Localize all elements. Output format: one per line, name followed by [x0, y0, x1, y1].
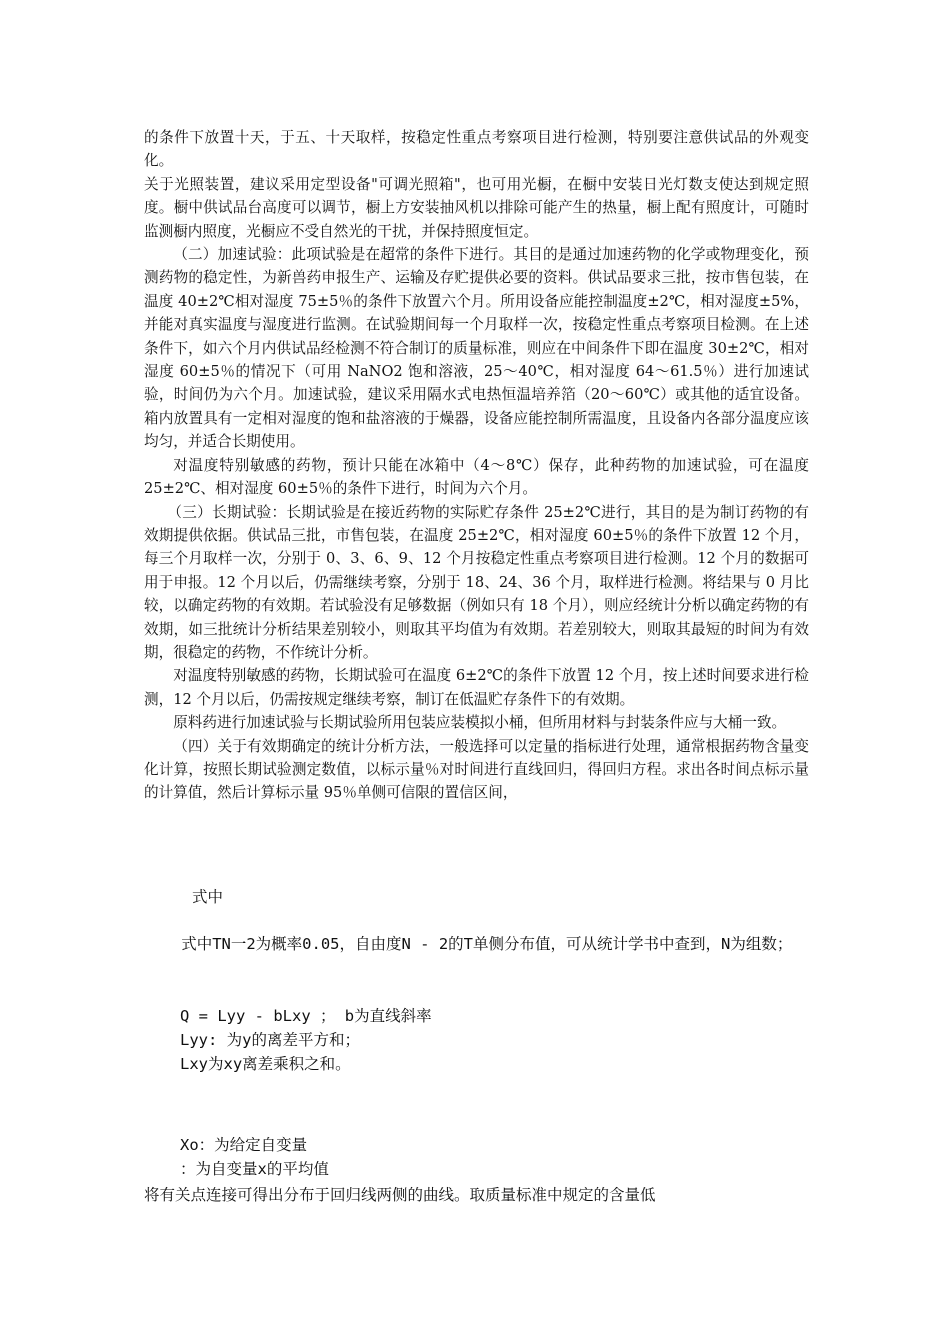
paragraph-7: 原料药进行加速试验与长期试验所用包装应装模拟小桶，但所用材料与封装条件应与大桶一致。	[173, 714, 787, 732]
xo-line: Xo：为给定自变量	[180, 1136, 308, 1154]
x-definitions	[180, 1133, 860, 1181]
body-text	[144, 126, 809, 805]
xbar-line: ：为自变量x的平均值	[180, 1160, 329, 1178]
last-paragraph	[144, 1183, 824, 1207]
shizhong-label: 式中	[192, 888, 224, 906]
last-line: 将有关点连接可得出分布于回归线两侧的曲线。取质量标准中规定的含量低	[144, 1186, 656, 1204]
tn-line: 式中TN一2为概率0.05，自由度N - 2的T单侧分布值，可从统计学书中查到，N为组数；	[181, 935, 793, 953]
q-line: Q = Lyy - bLxy ； b为直线斜率	[180, 1007, 432, 1025]
formula-caption	[192, 885, 872, 909]
paragraph-1: 的条件下放置十天，于五、十天取样，按稳定性重点考察项目进行检测，特别要注意供试品的外观变化。	[144, 129, 809, 170]
paragraph-3: （二）加速试验：此项试验是在超常的条件下进行。其目的是通过加速药物的化学或物理变化，预测药物的稳定性，为新兽药申报生产、运输及存贮提供必要的资料。供试品要求三批，按市售包装，在温度 40±2℃相对湿度 75±5％的条件下放置六个月。所用设备应能控制温度±2℃，相对湿度±5%，并能对真实温度与湿度进行监测。在试验期间每一个月取样一次，按稳定性重点考察项目检测。在上述条件下，如六个月内供试品经检测不符合制订的质量标准，则应在中间条件下即在温度 30±2℃，相对湿度 60±5％的情况下（可用 NaNO2 饱和溶液，25～40℃，相对湿度 64～61.5％）进行加速试验，时间仍为六个月。加速试验，建议采用隔水式电热恒温培养箔（20～60℃）或其他的适宜设备。箱内放置具有一定相对湿度的饱和盐溶液的于燥器，设备应能控制所需温度，且设备内各部分温度应该均匀，并适合长期使用。	[144, 246, 809, 451]
q-definitions	[180, 1004, 860, 1076]
paragraph-5: （三）长期试验：长期试验是在接近药物的实际贮存条件 25±2℃进行，其目的是为制订药物的有效期提供依据。供试品三批，市售包装，在温度 25±2℃，相对湿度 60±5％的条件下放置 12 个月，每三个月取样一次，分别于 0、3、6、9、12 个月按稳定性重点考察项目进行检测。12 个月的数据可用于申报。12 个月以后，仍需继续考察，分别于 18、24、36 个月，取样进行检测。将结果与 0 月比较，以确定药物的有效期。若试验没有足够数据（例如只有 18 个月），则应经统计分析以确定药物的有效期，如三批统计分析结果差别较小，则取其平均值为有效期。若差别较大，则取其最短的时间为有效期，很稳定的药物，不作统计分析。	[144, 503, 809, 661]
tn-explanation	[144, 932, 824, 956]
paragraph-4: 对温度特别敏感的药物，预计只能在冰箱中（4～8℃）保存，此种药物的加速试验，可在温度 25±2℃、相对湿度 60±5％的条件下进行，时间为六个月。	[144, 456, 809, 498]
paragraph-8: （四）关于有效期确定的统计分析方法，一般选择可以定量的指标进行处理，通常根据药物含量变化计算，按照长期试验测定数值，以标示量％对时间进行直线回归，得回归方程。求出各时间点标示量的计算值，然后计算标示量 95％单侧可信限的置信区间，	[144, 737, 809, 802]
paragraph-2: 关于光照装置，建议采用定型设备"可调光照箱"，也可用光橱，在橱中安装日光灯数支使达到规定照度。橱中供试品台高度可以调节，橱上方安装抽风机以排除可能产生的热量，橱上配有照度计，可随时监测橱内照度，光橱应不受自然光的干扰，并保持照度恒定。	[144, 175, 809, 240]
lxy-line: Lxy为xy离差乘积之和。	[180, 1055, 351, 1073]
lyy-line: Lyy: 为y的离差平方和；	[180, 1031, 360, 1049]
paragraph-6: 对温度特别敏感的药物，长期试验可在温度 6±2℃的条件下放置 12 个月，按上述时间要求进行检测，12 个月以后，仍需按规定继续考察，制订在低温贮存条件下的有效期。	[144, 667, 809, 708]
